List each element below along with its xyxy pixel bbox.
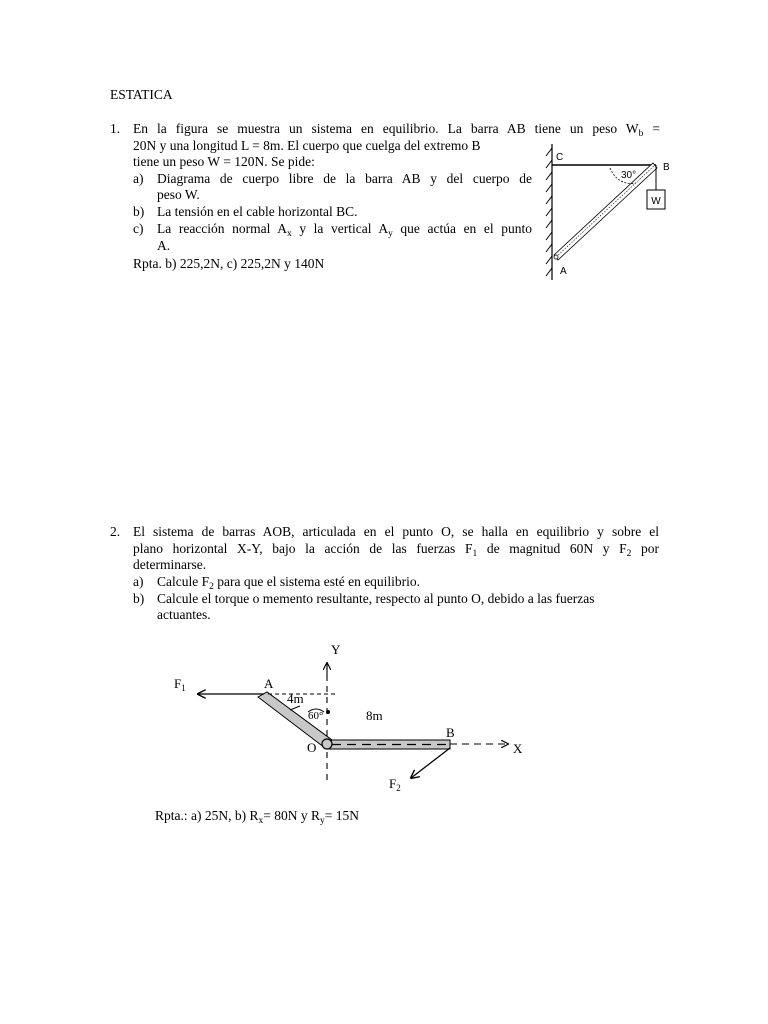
item-c-label: c) <box>133 221 144 236</box>
item-b-label: b) <box>133 204 145 219</box>
item-2b-text: Calcule el torque o memento resultante, respecto al punto O, debido a las fuerzas <box>157 591 595 606</box>
problem-2-number: 2. <box>110 524 121 539</box>
dim-8m: 8m <box>366 708 383 723</box>
figure-1-wall-bar-diagram <box>530 138 680 283</box>
page-title: ESTATICA <box>110 87 173 102</box>
item-2b-label: b) <box>133 591 145 606</box>
pin-a <box>554 255 558 259</box>
label-f1: $F_1$ <box>174 676 186 693</box>
problem-2-answer: Rpta.: a) 25N, b) $R_x= 80N$ y $R_y= 15N$ <box>155 808 359 826</box>
dim-4m: 4m <box>287 691 304 706</box>
item-a-text-2: peso W. <box>157 187 200 202</box>
bar-ob <box>327 740 450 749</box>
angle-60: 60° <box>308 710 324 722</box>
item-a-label: a) <box>133 171 144 186</box>
figure-2-bar-system-diagram <box>160 630 560 800</box>
problem-2-line-2: plano horizontal X-Y, bajo la acción de las fuerzas $F_1$ de magnitud 60N y $F_2$ por <box>133 541 660 559</box>
wall-hatching <box>546 148 552 276</box>
problem-1-line-1: En la figura se muestra un sistema en equilibrio. La barra AB tiene un peso $W_b$ = <box>133 121 660 139</box>
label-a: A <box>560 266 567 277</box>
label-f2: $F_2$ <box>389 776 401 793</box>
item-b-text: La tensión en el cable horizontal BC. <box>157 204 358 219</box>
item-2a-label: a) <box>133 574 144 589</box>
label-b: B <box>446 725 455 740</box>
angle-label: 30° <box>621 170 637 181</box>
item-a-text: Diagrama de cuerpo libre de la barra AB y del cuerpo de <box>157 171 532 186</box>
problem-1-number: 1. <box>110 121 121 136</box>
item-2a-text: Calcule $F_2$ para que el sistema esté en equilibrio. <box>157 574 421 592</box>
item-2b-text-2: actuantes. <box>157 607 211 622</box>
label-w: W <box>651 196 661 207</box>
problem-2-line-3: determinarse. <box>133 557 207 572</box>
pin-o <box>322 739 332 749</box>
force-f2-arrow <box>411 748 450 778</box>
label-c: C <box>556 152 564 163</box>
label-a: A <box>264 676 274 691</box>
item-c-text: La reacción normal $A_x$ y la vertical $A_y$ que actúa en el punto <box>157 221 532 239</box>
bar-ab <box>554 163 657 260</box>
label-y: Y <box>331 642 341 657</box>
problem-1-line-3: tiene un peso W = 120N. Se pide: <box>133 154 315 169</box>
item-c-text-2: A. <box>157 238 171 253</box>
problem-1-line-2: 20N y una longitud L = 8m. El cuerpo que cuelga del extremo B <box>133 138 481 153</box>
problem-1-answer: Rpta. b) 225,2N, c) 225,2N y 140N <box>133 256 325 271</box>
label-o: O <box>307 740 317 755</box>
problem-2-line-1: El sistema de barras AOB, articulada en el punto O, se halla en equilibrio y sobre el <box>133 524 659 539</box>
label-x: X <box>513 741 523 756</box>
label-b: B <box>663 162 670 173</box>
